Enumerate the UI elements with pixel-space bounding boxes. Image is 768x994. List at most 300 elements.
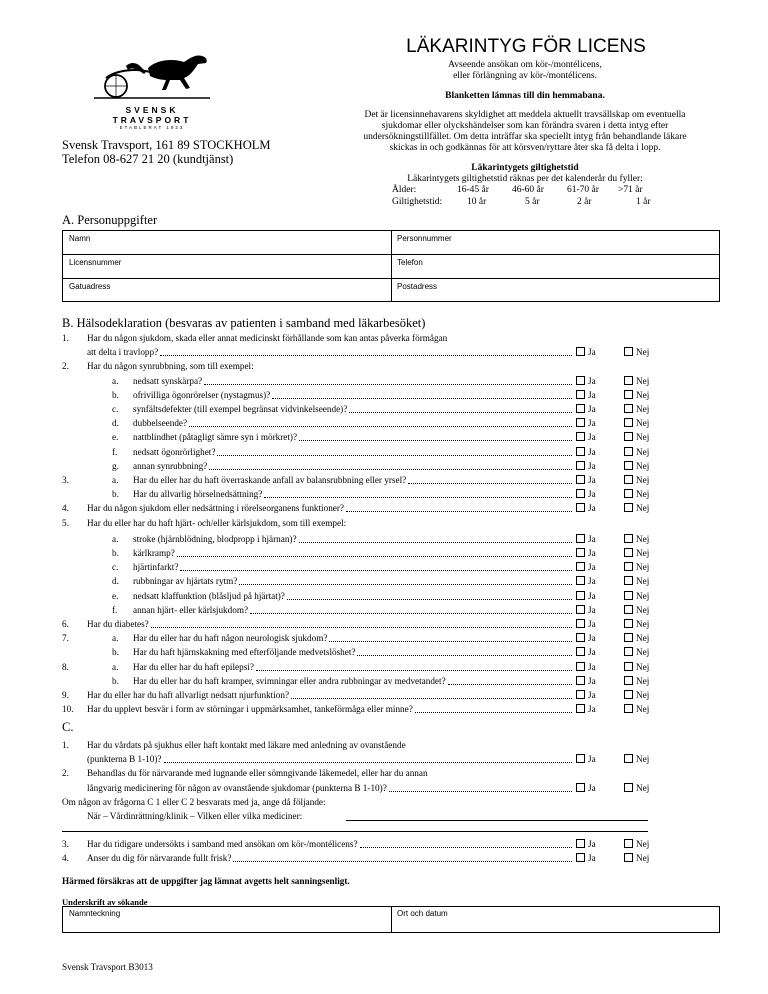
checkbox-icon[interactable] bbox=[624, 432, 633, 441]
answer-yes-checkbox[interactable] bbox=[576, 631, 596, 645]
answer-no-checkbox[interactable] bbox=[624, 574, 649, 588]
answer-yes-checkbox[interactable] bbox=[576, 532, 596, 546]
subtitle-1: Avseende ansökan om kör-/montélicens, bbox=[448, 60, 602, 70]
dotted-leader bbox=[389, 781, 572, 792]
question-text: Har du någon synrubbning, som till exempel: bbox=[87, 361, 254, 371]
checkbox-icon[interactable] bbox=[576, 347, 585, 356]
question-sub-letter: a. bbox=[112, 534, 119, 544]
answer-no-label: Nej bbox=[636, 591, 650, 601]
answer-yes-checkbox[interactable] bbox=[576, 388, 596, 402]
age-2: 46-60 år bbox=[512, 185, 544, 195]
answer-no-checkbox[interactable] bbox=[624, 631, 649, 645]
answer-yes-checkbox[interactable] bbox=[576, 660, 596, 674]
answer-no-checkbox[interactable] bbox=[624, 603, 649, 617]
dotted-leader bbox=[209, 459, 572, 470]
answer-yes-checkbox[interactable] bbox=[576, 589, 596, 603]
answer-yes-checkbox[interactable] bbox=[576, 702, 596, 716]
question-text: annan hjärt- eller kärlsjukdom? bbox=[133, 605, 249, 615]
checkbox-icon[interactable] bbox=[624, 475, 633, 484]
answer-yes-checkbox[interactable] bbox=[576, 487, 596, 501]
answer-no-checkbox[interactable] bbox=[624, 473, 649, 487]
question-row bbox=[0, 402, 768, 416]
question-text: Har du haft hjärnskakning med efterföljande medvetslöshet? bbox=[133, 647, 356, 657]
question-sub-letter: c. bbox=[112, 562, 119, 572]
answer-no-label: Nej bbox=[636, 562, 650, 572]
age-label: Ålder: bbox=[392, 185, 417, 195]
answer-yes-label: Ja bbox=[588, 783, 596, 793]
personal-number-field[interactable]: Personnummer bbox=[397, 234, 452, 243]
checkbox-icon[interactable] bbox=[576, 404, 585, 413]
phone-line: Telefon 08-627 21 20 (kundtjänst) bbox=[62, 152, 234, 166]
answer-yes-checkbox[interactable] bbox=[576, 688, 596, 702]
personal-info-table bbox=[62, 230, 720, 302]
question-text: långvarig medicinering för någon av ovanstående sjukdomar (punkterna B 1-10)? bbox=[87, 783, 387, 793]
question-sub-letter: d. bbox=[112, 418, 119, 428]
question-number: 1. bbox=[62, 333, 69, 343]
question-sub-letter: a. bbox=[112, 633, 119, 643]
period-label: Giltighetstid: bbox=[392, 197, 443, 207]
answer-no-label: Nej bbox=[636, 475, 650, 485]
answer-no-checkbox[interactable] bbox=[624, 781, 649, 795]
question-text: (punkterna B 1-10)? bbox=[87, 754, 162, 764]
name-field[interactable]: Namn bbox=[69, 234, 91, 243]
checkbox-icon[interactable] bbox=[576, 676, 585, 685]
phone-field[interactable]: Telefon bbox=[397, 258, 423, 267]
footer-form-id: Svensk Travsport B3013 bbox=[62, 962, 153, 972]
answer-yes-checkbox[interactable] bbox=[576, 546, 596, 560]
answer-no-checkbox[interactable] bbox=[624, 660, 649, 674]
followup-instruction: Om någon av frågorna C 1 eller C 2 besvarats med ja, ange då följande: bbox=[62, 797, 326, 807]
checkbox-icon[interactable] bbox=[576, 489, 585, 498]
answer-no-label: Nej bbox=[636, 376, 650, 386]
question-number: 5. bbox=[62, 518, 69, 528]
question-number: 4. bbox=[62, 503, 69, 513]
answer-yes-checkbox[interactable] bbox=[576, 402, 596, 416]
checkbox-icon[interactable] bbox=[576, 576, 585, 585]
question-row bbox=[0, 416, 768, 430]
checkbox-icon[interactable] bbox=[624, 676, 633, 685]
answer-yes-label: Ja bbox=[588, 347, 596, 357]
question-row bbox=[0, 560, 768, 574]
answer-yes-checkbox[interactable] bbox=[576, 645, 596, 659]
question-sub-letter: b. bbox=[112, 548, 119, 558]
answer-yes-label: Ja bbox=[588, 754, 596, 764]
checkbox-icon[interactable] bbox=[576, 548, 585, 557]
dotted-leader bbox=[177, 546, 572, 557]
period-4: 1 år bbox=[636, 197, 651, 207]
logo-name: SVENSK TRAVSPORT bbox=[112, 105, 192, 125]
answer-no-label: Nej bbox=[636, 418, 650, 428]
question-text: Har du eller har du haft kramper, svimningar eller andra rubbningar av medvetandet? bbox=[133, 676, 446, 686]
answer-no-label: Nej bbox=[636, 461, 650, 471]
dotted-leader bbox=[160, 345, 572, 356]
checkbox-icon[interactable] bbox=[624, 605, 633, 614]
checkbox-icon[interactable] bbox=[576, 390, 585, 399]
checkbox-icon[interactable] bbox=[576, 432, 585, 441]
age-3: 61-70 år bbox=[567, 185, 599, 195]
question-sub-letter: d. bbox=[112, 576, 119, 586]
question-row bbox=[0, 445, 768, 459]
horse-and-sulky-logo-icon bbox=[86, 48, 218, 100]
answer-yes-checkbox[interactable] bbox=[576, 603, 596, 617]
validity-description: Läkarintygets giltighetstid räknas per det kalenderår du fyller: bbox=[407, 174, 643, 184]
dotted-leader bbox=[448, 674, 572, 685]
checkbox-icon[interactable] bbox=[576, 591, 585, 600]
answer-yes-checkbox[interactable] bbox=[576, 674, 596, 688]
period-2: 5 år bbox=[525, 197, 540, 207]
checkbox-icon[interactable] bbox=[624, 376, 633, 385]
age-1: 16-45 år bbox=[457, 185, 489, 195]
question-row bbox=[0, 574, 768, 588]
answer-no-label: Nej bbox=[636, 754, 650, 764]
question-sub-letter: c. bbox=[112, 404, 119, 414]
checkbox-icon[interactable] bbox=[624, 839, 633, 848]
checkbox-icon[interactable] bbox=[576, 754, 585, 763]
question-row bbox=[0, 374, 768, 388]
question-row bbox=[0, 487, 768, 501]
question-number: 3. bbox=[62, 475, 69, 485]
section-a-heading: A. Personuppgifter bbox=[62, 213, 158, 227]
checkbox-icon[interactable] bbox=[624, 461, 633, 470]
signature-field[interactable]: Namnteckning bbox=[69, 909, 121, 918]
answer-no-checkbox[interactable] bbox=[624, 702, 649, 716]
answer-yes-label: Ja bbox=[588, 390, 596, 400]
answer-yes-label: Ja bbox=[588, 562, 596, 572]
checkbox-icon[interactable] bbox=[576, 447, 585, 456]
answer-yes-checkbox[interactable] bbox=[576, 374, 596, 388]
answer-yes-checkbox[interactable] bbox=[576, 851, 596, 865]
question-text: Har du tidigare undersökts i samband med ansökan om kör-/montélicens? bbox=[87, 839, 358, 849]
question-sub-letter: b. bbox=[112, 647, 119, 657]
answer-no-label: Nej bbox=[636, 839, 650, 849]
answer-no-label: Nej bbox=[636, 404, 650, 414]
question-text: hjärtinfarkt? bbox=[133, 562, 179, 572]
followup-field-line-2[interactable] bbox=[62, 831, 648, 832]
question-text: nedsatt ögonrörlighet? bbox=[133, 447, 216, 457]
question-row bbox=[0, 631, 768, 645]
question-row bbox=[0, 603, 768, 617]
question-row bbox=[0, 766, 768, 780]
checkbox-icon[interactable] bbox=[576, 662, 585, 671]
checkbox-icon[interactable] bbox=[576, 704, 585, 713]
question-text: ofrivilliga ögonrörelser (nystagmus)? bbox=[133, 390, 271, 400]
logo bbox=[86, 48, 218, 130]
checkbox-icon[interactable] bbox=[576, 605, 585, 614]
answer-no-label: Nej bbox=[636, 619, 650, 629]
answer-yes-label: Ja bbox=[588, 548, 596, 558]
checkbox-icon[interactable] bbox=[624, 404, 633, 413]
question-number: 8. bbox=[62, 662, 69, 672]
question-text: nattblindhet (påtagligt sämre syn i mörkret)? bbox=[133, 432, 298, 442]
question-row bbox=[0, 660, 768, 674]
question-number: 2. bbox=[62, 768, 69, 778]
answer-yes-checkbox[interactable] bbox=[576, 430, 596, 444]
answer-no-label: Nej bbox=[636, 548, 650, 558]
question-text: dubbelseende? bbox=[133, 418, 188, 428]
dotted-leader bbox=[189, 416, 572, 427]
question-text: Har du någon sjukdom eller nedsättning i rörelseorganens funktioner? bbox=[87, 503, 345, 513]
checkbox-icon[interactable] bbox=[624, 783, 633, 792]
answer-yes-label: Ja bbox=[588, 534, 596, 544]
answer-yes-label: Ja bbox=[588, 647, 596, 657]
answer-no-checkbox[interactable] bbox=[624, 374, 649, 388]
dotted-leader bbox=[164, 752, 572, 763]
subtitle-2: eller förlängning av kör-/montélicens. bbox=[453, 71, 597, 81]
answer-yes-checkbox[interactable] bbox=[576, 345, 596, 359]
answer-yes-checkbox[interactable] bbox=[576, 837, 596, 851]
question-text: Har du eller har du haft överraskande anfall av balansrubbning eller yrsel? bbox=[133, 475, 407, 485]
license-number-field[interactable]: Licensnummer bbox=[69, 258, 122, 267]
checkbox-icon[interactable] bbox=[624, 534, 633, 543]
info-paragraph-2: sjukdomar eller olyckshändelser som kan förändra svaren i detta intyg efter bbox=[381, 121, 669, 131]
checkbox-icon[interactable] bbox=[624, 662, 633, 671]
street-address-field[interactable]: Gatuadress bbox=[69, 282, 111, 291]
checkbox-icon[interactable] bbox=[576, 647, 585, 656]
validity-title: Läkarintygets giltighetstid bbox=[471, 163, 579, 173]
question-sub-letter: a. bbox=[112, 376, 119, 386]
question-row bbox=[0, 688, 768, 702]
answer-no-checkbox[interactable] bbox=[624, 674, 649, 688]
followup-field-label: När – Vårdinrättning/klinik – Vilken eller vilka mediciner: bbox=[87, 811, 303, 821]
question-sub-letter: a. bbox=[112, 662, 119, 672]
dotted-leader bbox=[349, 402, 572, 413]
answer-yes-checkbox[interactable] bbox=[576, 473, 596, 487]
question-text: att delta i travlopp? bbox=[87, 347, 159, 357]
checkbox-icon[interactable] bbox=[624, 619, 633, 628]
answer-yes-label: Ja bbox=[588, 690, 596, 700]
info-paragraph-3: undersökningstillfället. Om detta inträffar ska speciellt intyg från behandlande läkare bbox=[363, 132, 687, 142]
answer-no-checkbox[interactable] bbox=[624, 589, 649, 603]
question-row bbox=[0, 702, 768, 716]
answer-yes-checkbox[interactable] bbox=[576, 501, 596, 515]
answer-no-label: Nej bbox=[636, 676, 650, 686]
question-text: Har du diabetes? bbox=[87, 619, 149, 629]
dotted-leader bbox=[329, 631, 572, 642]
answer-yes-label: Ja bbox=[588, 432, 596, 442]
answer-yes-label: Ja bbox=[588, 839, 596, 849]
dotted-leader bbox=[233, 851, 572, 862]
answer-no-checkbox[interactable] bbox=[624, 416, 649, 430]
answer-yes-label: Ja bbox=[588, 475, 596, 485]
question-number: 10. bbox=[62, 704, 74, 714]
answer-yes-label: Ja bbox=[588, 619, 596, 629]
dotted-leader bbox=[151, 617, 572, 628]
answer-yes-checkbox[interactable] bbox=[576, 560, 596, 574]
answer-no-checkbox[interactable] bbox=[624, 459, 649, 473]
checkbox-icon[interactable] bbox=[624, 704, 633, 713]
dotted-leader bbox=[346, 501, 572, 512]
answer-no-checkbox[interactable] bbox=[624, 837, 649, 851]
dotted-leader bbox=[256, 660, 572, 671]
checkbox-icon[interactable] bbox=[624, 447, 633, 456]
answer-yes-checkbox[interactable] bbox=[576, 781, 596, 795]
checkbox-icon[interactable] bbox=[624, 754, 633, 763]
answer-yes-checkbox[interactable] bbox=[576, 617, 596, 631]
checkbox-icon[interactable] bbox=[576, 418, 585, 427]
question-row bbox=[0, 617, 768, 631]
answer-yes-label: Ja bbox=[588, 633, 596, 643]
dotted-leader bbox=[299, 532, 572, 543]
checkbox-icon[interactable] bbox=[624, 562, 633, 571]
answer-no-label: Nej bbox=[636, 576, 650, 586]
checkbox-icon[interactable] bbox=[624, 489, 633, 498]
answer-no-checkbox[interactable] bbox=[624, 688, 649, 702]
dotted-leader bbox=[250, 603, 572, 614]
section-b-heading: B. Hälsodeklaration (besvaras av patienten i samband med läkarbesöket) bbox=[62, 316, 426, 330]
signature-heading: Underskrift av sökande bbox=[62, 897, 148, 907]
declaration: Härmed försäkras att de uppgifter jag lämnat avgetts helt sanningsenligt. bbox=[62, 876, 350, 886]
answer-no-checkbox[interactable] bbox=[624, 617, 649, 631]
question-row bbox=[0, 359, 768, 373]
answer-no-checkbox[interactable] bbox=[624, 487, 649, 501]
question-number: 1. bbox=[62, 740, 69, 750]
question-sub-letter: e. bbox=[112, 432, 119, 442]
answer-no-label: Nej bbox=[636, 489, 650, 499]
question-text: Har du eller har du haft epilepsi? bbox=[133, 662, 254, 672]
checkbox-icon[interactable] bbox=[624, 548, 633, 557]
question-sub-letter: b. bbox=[112, 390, 119, 400]
dotted-leader bbox=[415, 702, 572, 713]
place-date-field[interactable]: Ort och datum bbox=[397, 909, 448, 918]
dotted-leader bbox=[217, 445, 572, 456]
answer-no-checkbox[interactable] bbox=[624, 546, 649, 560]
checkbox-icon[interactable] bbox=[576, 619, 585, 628]
checkbox-icon[interactable] bbox=[576, 839, 585, 848]
answer-yes-label: Ja bbox=[588, 418, 596, 428]
checkbox-icon[interactable] bbox=[576, 853, 585, 862]
logo-tagline: ETABLERAT 1923 bbox=[119, 125, 185, 130]
answer-no-checkbox[interactable] bbox=[624, 560, 649, 574]
question-text: Har du allvarlig hörselnedsättning? bbox=[133, 489, 263, 499]
question-row bbox=[0, 331, 768, 345]
checkbox-icon[interactable] bbox=[624, 347, 633, 356]
period-3: 2 år bbox=[577, 197, 592, 207]
document-title: LÄKARINTYG FÖR LICENS bbox=[406, 36, 646, 57]
question-sub-letter: f. bbox=[112, 447, 118, 457]
question-text: Har du eller har du haft allvarligt nedsatt njurfunktion? bbox=[87, 690, 290, 700]
answer-no-checkbox[interactable] bbox=[624, 501, 649, 515]
question-row bbox=[0, 516, 768, 530]
checkbox-icon[interactable] bbox=[624, 633, 633, 642]
checkbox-icon[interactable] bbox=[576, 783, 585, 792]
question-text: Har du vårdats på sjukhus eller haft kontakt med läkare med anledning av ovanstående bbox=[87, 740, 406, 750]
checkbox-icon[interactable] bbox=[624, 390, 633, 399]
answer-no-checkbox[interactable] bbox=[624, 388, 649, 402]
answer-no-label: Nej bbox=[636, 662, 650, 672]
checkbox-icon[interactable] bbox=[576, 461, 585, 470]
answer-yes-checkbox[interactable] bbox=[576, 445, 596, 459]
checkbox-icon[interactable] bbox=[624, 591, 633, 600]
answer-yes-label: Ja bbox=[588, 489, 596, 499]
dotted-leader bbox=[287, 589, 572, 600]
question-number: 9. bbox=[62, 690, 69, 700]
question-row bbox=[0, 738, 768, 752]
answer-no-checkbox[interactable] bbox=[624, 532, 649, 546]
dotted-leader bbox=[291, 688, 572, 699]
info-paragraph-1: Det är licensinnehavarens skyldighet att meddela aktuellt travsällskap om eventuella bbox=[364, 110, 686, 120]
answer-no-label: Nej bbox=[636, 690, 650, 700]
dotted-leader bbox=[239, 574, 572, 585]
answer-yes-checkbox[interactable] bbox=[576, 574, 596, 588]
address-line: Svensk Travsport, 161 89 STOCKHOLM bbox=[62, 138, 271, 152]
question-text: annan synrubbning? bbox=[133, 461, 208, 471]
question-row bbox=[0, 388, 768, 402]
question-row bbox=[0, 430, 768, 444]
dotted-leader bbox=[264, 487, 572, 498]
checkbox-icon[interactable] bbox=[624, 418, 633, 427]
answer-no-checkbox[interactable] bbox=[624, 445, 649, 459]
postal-address-field[interactable]: Postadress bbox=[397, 282, 438, 291]
checkbox-icon[interactable] bbox=[576, 562, 585, 571]
answer-yes-label: Ja bbox=[588, 853, 596, 863]
question-number: 6. bbox=[62, 619, 69, 629]
checkbox-icon[interactable] bbox=[576, 376, 585, 385]
question-row bbox=[0, 752, 768, 766]
question-sub-letter: b. bbox=[112, 489, 119, 499]
answer-yes-label: Ja bbox=[588, 404, 596, 414]
answer-yes-label: Ja bbox=[588, 447, 596, 457]
checkbox-icon[interactable] bbox=[576, 534, 585, 543]
question-row bbox=[0, 532, 768, 546]
answer-yes-checkbox[interactable] bbox=[576, 459, 596, 473]
dotted-leader bbox=[360, 837, 572, 848]
dotted-leader bbox=[180, 560, 572, 571]
answer-no-label: Nej bbox=[636, 503, 650, 513]
checkbox-icon[interactable] bbox=[576, 633, 585, 642]
question-row bbox=[0, 546, 768, 560]
answer-yes-label: Ja bbox=[588, 576, 596, 586]
answer-yes-label: Ja bbox=[588, 704, 596, 714]
checkbox-icon[interactable] bbox=[576, 475, 585, 484]
dotted-leader bbox=[272, 388, 572, 399]
checkbox-icon[interactable] bbox=[624, 647, 633, 656]
answer-no-checkbox[interactable] bbox=[624, 402, 649, 416]
question-text: Har du eller har du haft hjärt- och/eller kärlsjukdom, som till exempel: bbox=[87, 518, 347, 528]
answer-no-label: Nej bbox=[636, 783, 650, 793]
question-sub-letter: a. bbox=[112, 475, 119, 485]
question-row bbox=[0, 345, 768, 359]
checkbox-icon[interactable] bbox=[624, 576, 633, 585]
answer-yes-checkbox[interactable] bbox=[576, 416, 596, 430]
answer-yes-label: Ja bbox=[588, 461, 596, 471]
answer-no-label: Nej bbox=[636, 853, 650, 863]
checkbox-icon[interactable] bbox=[624, 690, 633, 699]
followup-field-line[interactable] bbox=[346, 820, 648, 821]
answer-no-label: Nej bbox=[636, 704, 650, 714]
answer-no-checkbox[interactable] bbox=[624, 851, 649, 865]
question-sub-letter: g. bbox=[112, 461, 119, 471]
answer-yes-label: Ja bbox=[588, 676, 596, 686]
checkbox-icon[interactable] bbox=[624, 853, 633, 862]
answer-no-checkbox[interactable] bbox=[624, 345, 649, 359]
checkbox-icon[interactable] bbox=[624, 503, 633, 512]
dotted-leader bbox=[204, 374, 572, 385]
answer-no-label: Nej bbox=[636, 534, 650, 544]
answer-no-checkbox[interactable] bbox=[624, 430, 649, 444]
answer-no-checkbox[interactable] bbox=[624, 645, 649, 659]
checkbox-icon[interactable] bbox=[576, 503, 585, 512]
validity-table bbox=[392, 185, 692, 209]
answer-yes-checkbox[interactable] bbox=[576, 752, 596, 766]
question-row bbox=[0, 501, 768, 515]
question-text: Har du upplevt besvär i form av störningar i uppmärksamhet, tankeförmåga eller minne? bbox=[87, 704, 413, 714]
answer-no-label: Nej bbox=[636, 447, 650, 457]
question-text: kärlkramp? bbox=[133, 548, 175, 558]
question-number: 3. bbox=[62, 839, 69, 849]
answer-no-checkbox[interactable] bbox=[624, 752, 649, 766]
age-4: >71 år bbox=[618, 185, 643, 195]
checkbox-icon[interactable] bbox=[576, 690, 585, 699]
